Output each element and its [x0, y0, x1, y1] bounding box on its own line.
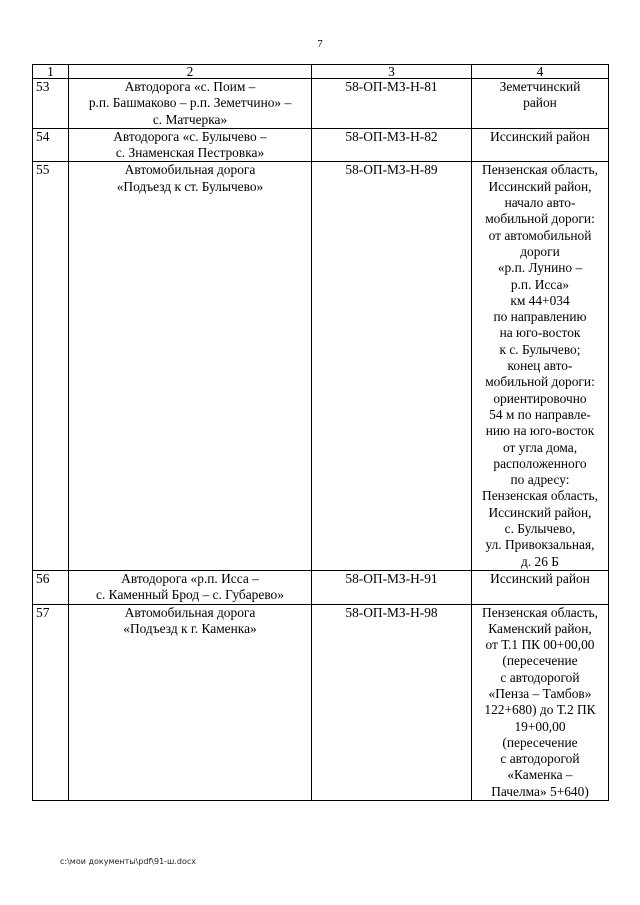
header-cell-4: 4	[472, 65, 609, 79]
road-name-line: р.п. Башмаково – р.п. Земетчино» –	[88, 95, 292, 111]
location-line: мобильной дороги:	[485, 374, 595, 390]
location-line: на юго-восток	[499, 325, 581, 341]
location-line: мобильной дороги:	[485, 211, 595, 227]
row-number: 54	[33, 128, 69, 162]
location-line: Каменский район,	[488, 620, 592, 636]
table-body	[33, 79, 609, 801]
location-cell	[472, 79, 609, 129]
location-line: дороги	[520, 243, 560, 259]
location-line: с. Булычево,	[504, 521, 576, 537]
row-number: 53	[33, 79, 69, 129]
location-line: (пересечение	[502, 734, 578, 750]
location-line: Иссинский район,	[488, 504, 592, 520]
location-line: к с. Булычево;	[499, 341, 581, 357]
location-line: (пересечение	[502, 653, 578, 669]
table-row	[33, 570, 609, 604]
location-line: по адресу:	[510, 472, 570, 488]
location-line: начало авто-	[504, 195, 576, 211]
row-number: 55	[33, 162, 69, 570]
road-code: 58-ОП-МЗ-Н-91	[312, 570, 472, 604]
location-line: от автомобильной	[488, 227, 592, 243]
table-header-row	[33, 65, 609, 79]
location-line: 122+680) до Т.2 ПК	[484, 702, 596, 718]
road-code: 58-ОП-МЗ-Н-98	[312, 604, 472, 801]
location-line: расположенного	[493, 455, 587, 471]
location-cell	[472, 128, 609, 162]
location-line: ул. Привокзальная,	[485, 537, 595, 553]
location-line: Пензенская область,	[482, 162, 598, 178]
location-cell	[472, 604, 609, 801]
location-line: км 44+034	[510, 292, 570, 308]
road-name-cell	[69, 570, 312, 604]
table-row	[33, 162, 609, 570]
road-name-line: с. Знаменская Пестровка»	[115, 145, 265, 161]
location-line: Пензенская область,	[482, 488, 598, 504]
row-number: 57	[33, 604, 69, 801]
table-row	[33, 79, 609, 129]
location-line: д. 26 Б	[521, 553, 559, 569]
table-row	[33, 604, 609, 801]
location-line: Пачелма» 5+640)	[491, 783, 589, 799]
road-name-line: с. Матчерка»	[152, 111, 228, 127]
header-cell-3: 3	[312, 65, 472, 79]
road-name-line: «Подъезд к ст. Булычево»	[116, 178, 264, 194]
road-name-line: с. Каменный Брод – с. Губарево»	[96, 587, 284, 603]
location-line: «Пенза – Тамбов»	[488, 685, 592, 701]
road-name-cell	[69, 162, 312, 570]
location-line: Иссинский район	[490, 128, 590, 144]
location-line: Земетчинский	[499, 79, 581, 94]
road-code: 58-ОП-МЗ-Н-81	[312, 79, 472, 129]
row-number: 56	[33, 570, 69, 604]
location-line: 19+00,00	[514, 718, 566, 734]
header-cell-2: 2	[69, 65, 312, 79]
road-name-line: Автодорога «р.п. Исса –	[121, 570, 259, 586]
road-name-cell	[69, 128, 312, 162]
road-name-line: Автодорога «с. Булычево –	[113, 128, 267, 144]
location-line: район	[523, 95, 557, 111]
location-line: 54 м по направле-	[489, 406, 591, 422]
location-line: конец авто-	[507, 358, 573, 374]
table-row	[33, 128, 609, 162]
file-path-footer: c:\мои документы\pdf\91-ш.docx	[60, 857, 197, 866]
page-number: 7	[317, 38, 323, 50]
location-line: по направлению	[493, 309, 587, 325]
location-line: ориентировочно	[493, 390, 587, 406]
location-line: Пензенская область,	[482, 604, 598, 620]
location-line: от угла дома,	[502, 439, 578, 455]
road-name-cell	[69, 604, 312, 801]
road-code: 58-ОП-МЗ-Н-82	[312, 128, 472, 162]
location-line: нию на юго-восток	[485, 423, 595, 439]
road-code: 58-ОП-МЗ-Н-89	[312, 162, 472, 570]
location-line: Иссинский район,	[488, 178, 592, 194]
location-line: «Каменка –	[507, 767, 573, 783]
road-name-cell	[69, 79, 312, 129]
location-cell	[472, 162, 609, 570]
road-name-line: Автомобильная дорога	[124, 162, 256, 178]
location-line: с автодорогой	[500, 669, 580, 685]
location-line: Иссинский район	[490, 570, 590, 586]
location-line: «р.п. Лунино –	[497, 260, 583, 276]
roads-table	[32, 64, 609, 801]
road-name-line: Автомобильная дорога	[124, 604, 256, 620]
location-line: р.п. Исса»	[510, 276, 570, 292]
header-cell-1: 1	[33, 65, 69, 79]
road-name-line: «Подъезд к г. Каменка»	[123, 620, 257, 636]
location-cell	[472, 570, 609, 604]
location-line: с автодорогой	[500, 751, 580, 767]
road-name-line: Автодорога «с. Поим –	[124, 79, 256, 94]
location-line: от Т.1 ПК 00+00,00	[485, 637, 595, 653]
